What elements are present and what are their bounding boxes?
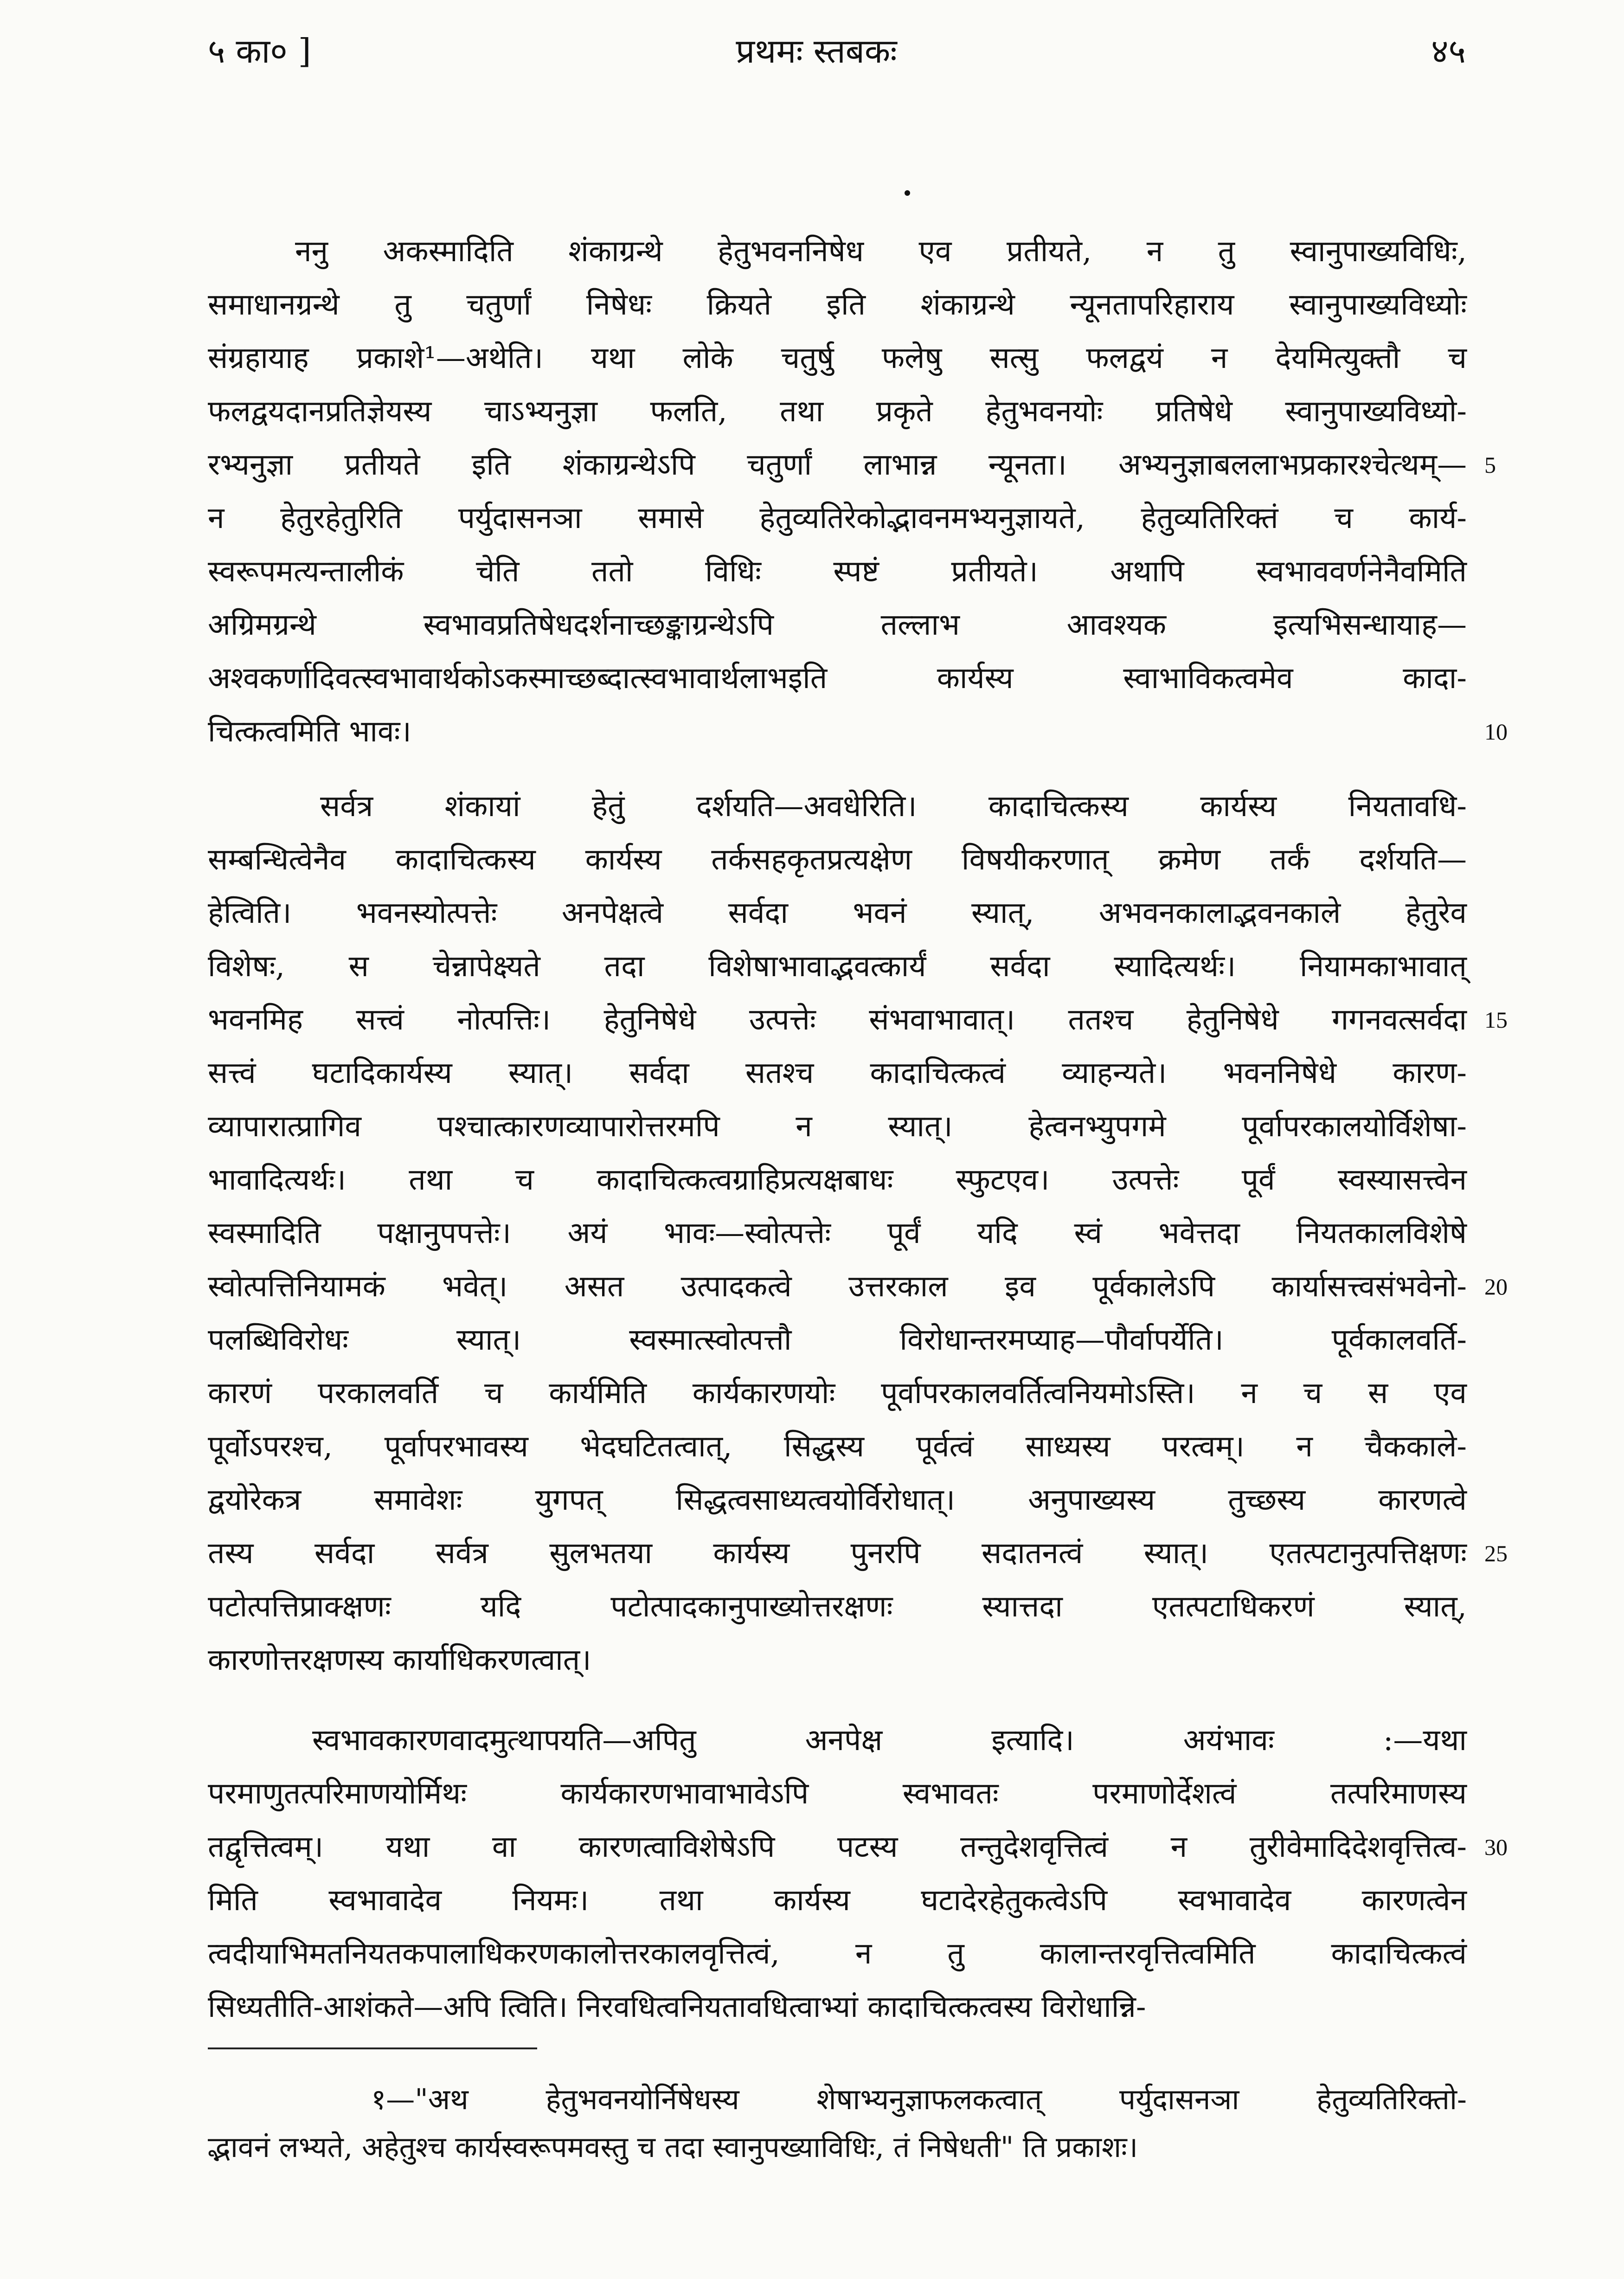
text-line: भवनमिह सत्त्वं नोत्पत्तिः। हेतुनिषेधे उत्पत्तेः संभवाभावात्। ततश्च हेतुनिषेधे गगनवत्सर्वदा bbox=[208, 1003, 1467, 1037]
header-chapter-title: प्रथमः स्तबकः bbox=[736, 32, 897, 71]
print-speck bbox=[905, 190, 910, 196]
line-number: 25 bbox=[1484, 1540, 1508, 1566]
text-line: रभ्यनुज्ञा प्रतीयते इति शंकाग्रन्थेऽपि चतुर्णां लाभान्न न्यूनता। अभ्यनुज्ञाबललाभप्रकारश्चेत्थम्— bbox=[208, 448, 1467, 482]
text-line: सर्वत्र शंकायां हेतुं दर्शयति—अवधेरिति। कादाचित्कस्य कार्यस्य नियतावधि- bbox=[320, 789, 1467, 824]
footnote-line: द्भावनं लभ्यते, अहेतुश्च कार्यस्वरूपमवस्तु च तदा स्वानुपख्याविधिः, तं निषेधती" ति प्रकाशः। bbox=[208, 2130, 1138, 2164]
text-line: चित्कत्वमिति भावः। bbox=[208, 715, 411, 749]
text-line: विशेषः, स चेन्नापेक्ष्यते तदा विशेषाभावाद्भवत्कार्यं सर्वदा स्यादित्यर्थः। नियामकाभावात् bbox=[208, 949, 1467, 984]
text-line: संग्रहायाह प्रकाशे¹—अथेति। यथा लोके चतुर्षु फलेषु सत्सु फलद्वयं न देयमित्युक्तौ च bbox=[208, 341, 1467, 375]
text-line: फलद्वयदानप्रतिज्ञेयस्य चाऽभ्यनुज्ञा फलति, तथा प्रकृते हेतुभवनयोः प्रतिषेधे स्वानुपाख्यविध्यो- bbox=[208, 394, 1467, 429]
text-line: स्वभावकारणवादमुत्थापयति—अपितु अनपेक्ष इत्यादि। अयंभावः :—यथा bbox=[312, 1723, 1467, 1758]
text-line: अश्वकर्णादिवत्स्वभावार्थकोऽकस्माच्छब्दात्स्वभावार्थलाभइति कार्यस्य स्वाभाविकत्वमेव कादा- bbox=[208, 661, 1467, 695]
text-line: समाधानग्रन्थे तु चतुर्णां निषेधः क्रियते इति शंकाग्रन्थे न्यूनतापरिहाराय स्वानुपाख्यविध्योः bbox=[208, 288, 1467, 322]
line-number: 20 bbox=[1484, 1274, 1508, 1300]
text-line: व्यापारात्प्रागिव पश्चात्कारणव्यापारोत्तरमपि न स्यात्। हेत्वनभ्युपगमे पूर्वापरकालयोर्विशेषा- bbox=[208, 1109, 1467, 1144]
text-line: कारणं परकालवर्ति च कार्यमिति कार्यकारणयोः पूर्वापरकालवर्तित्वनियमोऽस्ति। न च स एव bbox=[208, 1376, 1467, 1410]
line-number: 30 bbox=[1484, 1834, 1508, 1860]
text-line: तस्य सर्वदा सर्वत्र सुलभतया कार्यस्य पुनरपि सदातनत्वं स्यात्। एतत्पटानुत्पत्तिक्षणः bbox=[208, 1536, 1467, 1571]
text-line: द्वयोरेकत्र समावेशः युगपत् सिद्धत्वसाध्यत्वयोर्विरोधात्। अनुपाख्यस्य तुच्छस्य कारणत्वे bbox=[208, 1483, 1467, 1517]
text-line: हेत्विति। भवनस्योत्पत्तेः अनपेक्षत्वे सर्वदा भवनं स्यात्, अभवनकालाद्भवनकाले हेतुरेव bbox=[208, 896, 1467, 930]
text-line: अग्रिमग्रन्थे स्वभावप्रतिषेधदर्शनाच्छङ्काग्रन्थेऽपि तल्लाभ आवश्यक इत्यभिसन्धायाह— bbox=[208, 608, 1467, 642]
line-number: 15 bbox=[1484, 1007, 1508, 1033]
line-number: 10 bbox=[1484, 719, 1508, 745]
footnote-divider bbox=[208, 2047, 537, 2049]
text-line: सम्बन्धित्वेनैव कादाचित्कस्य कार्यस्य तर्कसहकृतप्रत्यक्षेण विषयीकरणात् क्रमेण तर्कं दर्शयति— bbox=[208, 843, 1467, 877]
text-line: स्वस्मादिति पक्षानुपपत्तेः। अयं भावः—स्वोत्पत्तेः पूर्वं यदि स्वं भवेत्तदा नियतकालविशेषे bbox=[208, 1216, 1467, 1250]
footnote-line: १—"अथ हेतुभवनयोर्निषेधस्य शेषाभ्यनुज्ञाफलकत्वात् पर्युदासनञा हेतुव्यतिरिक्तो- bbox=[371, 2082, 1467, 2116]
text-line: मिति स्वभावादेव नियमः। तथा कार्यस्य घटादेरहेतुकत्वेऽपि स्वभावादेव कारणत्वेन bbox=[208, 1883, 1467, 1918]
page-number: ४५ bbox=[1431, 32, 1466, 71]
text-line: पूर्वोऽपरश्च, पूर्वापरभावस्य भेदघटितत्वात्, सिद्धस्य पूर्वत्वं साध्यस्य परत्वम्। न चैककाले- bbox=[208, 1429, 1467, 1464]
text-line: भावादित्यर्थः। तथा च कादाचित्कत्वग्राहिप्रत्यक्षबाधः स्फुटएव। उत्पत्तेः पूर्वं स्वस्यासत्त्वेन bbox=[208, 1163, 1467, 1197]
text-line: पटोत्पत्तिप्राक्क्षणः यदि पटोत्पादकानुपाख्योत्तरक्षणः स्यात्तदा एतत्पटाधिकरणं स्यात्, bbox=[208, 1590, 1467, 1624]
text-line: स्वरूपमत्यन्तालीकं चेति ततो विधिः स्पष्टं प्रतीयते। अथापि स्वभाववर्णनेनैवमिति bbox=[208, 554, 1467, 589]
text-line: ननु अकस्मादिति शंकाग्रन्थे हेतुभवननिषेध एव प्रतीयते, न तु स्वानुपाख्यविधिः, bbox=[295, 234, 1467, 269]
text-line: परमाणुतत्परिमाणयोर्मिथः कार्यकारणभावाभावेऽपि स्वभावतः परमाणोर्देशत्वं तत्परिमाणस्य bbox=[208, 1777, 1467, 1811]
text-line: स्वोत्पत्तिनियामकं भवेत्। असत उत्पादकत्वे उत्तरकाल इव पूर्वकालेऽपि कार्यासत्त्वसंभवेनो- bbox=[208, 1269, 1467, 1304]
text-line: कारणोत्तरक्षणस्य कार्याधिकरणत्वात्। bbox=[208, 1643, 591, 1677]
text-line: सत्त्वं घटादिकार्यस्य स्यात्। सर्वदा सतश्च कादाचित्कत्वं व्याहन्यते। भवननिषेधे कारण- bbox=[208, 1056, 1467, 1090]
text-line: त्वदीयाभिमतनियतकपालाधिकरणकालोत्तरकालवृत्तित्वं, न तु कालान्तरवृत्तित्वमिति कादाचित्कत्वं bbox=[208, 1937, 1467, 1971]
text-line: तद्वृत्तित्वम्। यथा वा कारणत्वाविशेषेऽपि पटस्य तन्तुदेशवृत्तित्वं न तुरीवेमादिदेशवृत्तित्व- bbox=[208, 1830, 1467, 1864]
line-number: 5 bbox=[1484, 452, 1496, 478]
text-line: पलब्धिविरोधः स्यात्। स्वस्मात्स्वोत्पत्तौ विरोधान्तरमप्याह—पौर्वापर्येति। पूर्वकालवर्ति- bbox=[208, 1323, 1467, 1357]
text-line: न हेतुरहेतुरिति पर्युदासनञा समासे हेतुव्यतिरेकोद्भावनमभ्यनुज्ञायते, हेतुव्यतिरिक्तं च कार्य- bbox=[208, 501, 1467, 535]
header-section-label: ५ का० ] bbox=[208, 32, 311, 71]
text-line: सिध्यतीति-आशंकते—अपि त्विति। निरवधित्वनियतावधित्वाभ्यां कादाचित्कत्वस्य विरोधान्नि- bbox=[208, 1990, 1146, 2024]
